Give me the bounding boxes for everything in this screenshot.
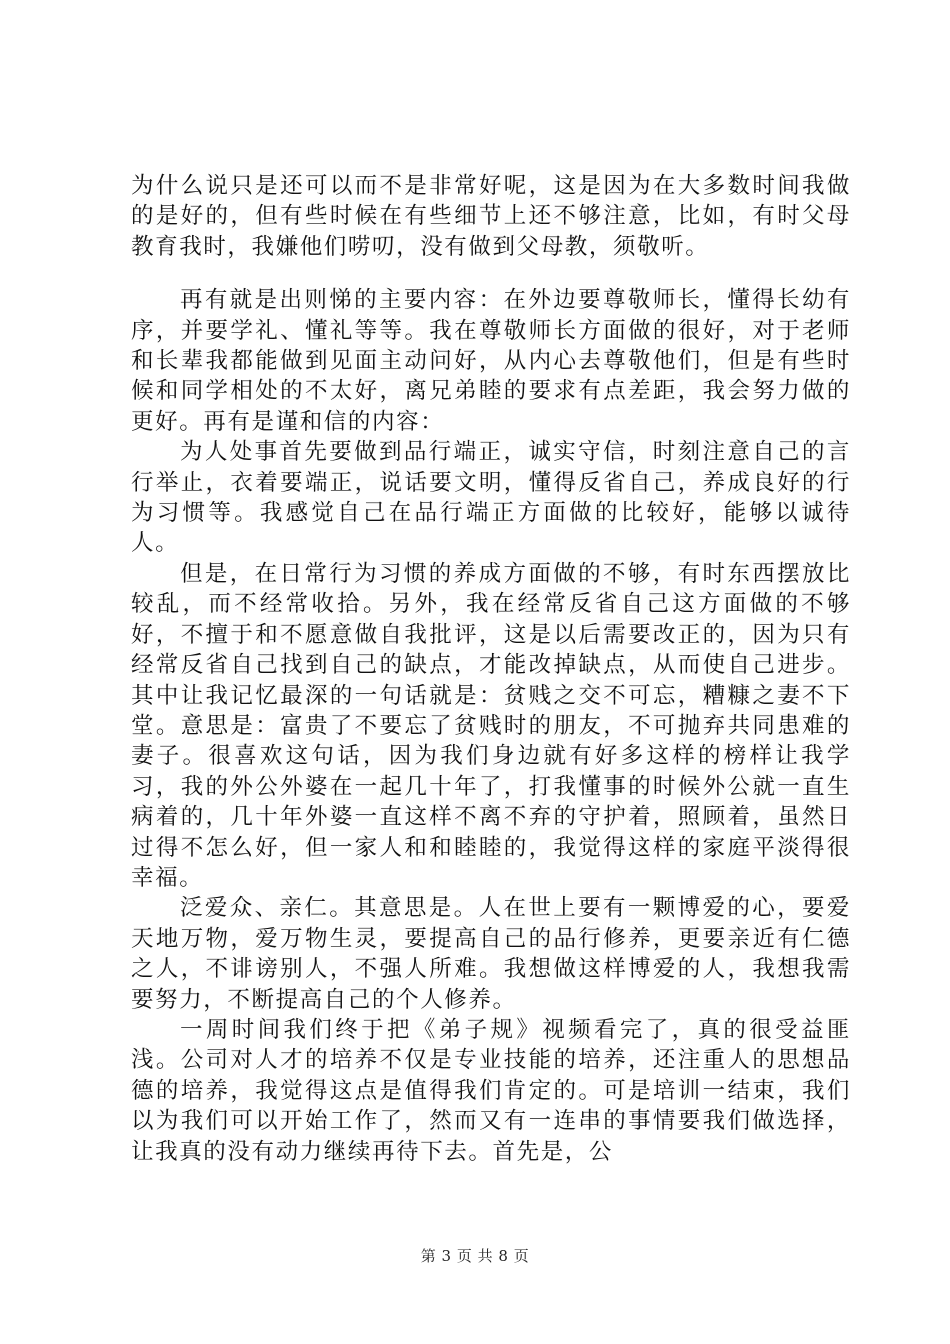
paragraph-5: 泛爱众、亲仁。其意思是。人在世上要有一颗博爱的心，要爱天地万物，爱万物生灵，要提高自己的品行修养，更要亲近有仁德之人，不诽谤别人，不强人所难。我想做这样博爱的人，我想我需要努力，不断提高自己的个人修养。 [131, 895, 851, 1013]
body-text [131, 171, 851, 1167]
paragraph-2: 再有就是出则悌的主要内容：在外边要尊敬师长，懂得长幼有序，并要学礼、懂礼等等。我在尊敬师长方面做的很好，对于老师和长辈我都能做到见面主动问好，从内心去尊敬他们，但是有些时候和同学相处的不太好，离兄弟睦的要求有点差距，我会努力做的更好。再有是谨和信的内容： [131, 287, 851, 435]
paragraph-4: 但是，在日常行为习惯的养成方面做的不够，有时东西摆放比较乱，而不经常收拾。另外，我在经常反省自己这方面做的不够好，不擅于和不愿意做自我批评，这是以后需要改正的，因为只有经常反省自己找到自己的缺点，才能改掉缺点，从而使自己进步。其中让我记忆最深的一句话就是：贫贱之交不可忘，糟糠之妻不下堂。意思是：富贵了不要忘了贫贱时的朋友，不可抛弃共同患难的妻子。很喜欢这句话，因为我们身边就有好多这样的榜样让我学习，我的外公外婆在一起几十年了，打我懂事的时候外公就一直生病着的，几十年外婆一直这样不离不弃的守护着，照顾着，虽然日过得不怎么好，但一家人和和睦睦的，我觉得这样的家庭平淡得很幸福。 [131, 560, 851, 891]
page-footer: 第 3 页 共 8 页 [420, 1247, 530, 1265]
paragraph-1: 为什么说只是还可以而不是非常好呢，这是因为在大多数时间我做的是好的，但有些时候在有些细节上还不够注意，比如，有时父母教育我时，我嫌他们唠叨，没有做到父母教，须敬听。 [131, 173, 851, 260]
paragraph-6: 一周时间我们终于把《弟子规》视频看完了，真的很受益匪浅。公司对人才的培养不仅是专业技能的培养，还注重人的思想品德的培养，我觉得这点是值得我们肯定的。可是培训一结束，我们以为我们可以开始工作了，然而又有一连串的事情要我们做选择，让我真的没有动力继续再待下去。首先是，公 [131, 1016, 851, 1165]
paragraph-3: 为人处事首先要做到品行端正，诚实守信，时刻注意自己的言行举止，衣着要端正，说话要文明，懂得反省自己，养成良好的行为习惯等。我感觉自己在品行端正方面做的比较好，能够以诚待人。 [131, 439, 851, 557]
